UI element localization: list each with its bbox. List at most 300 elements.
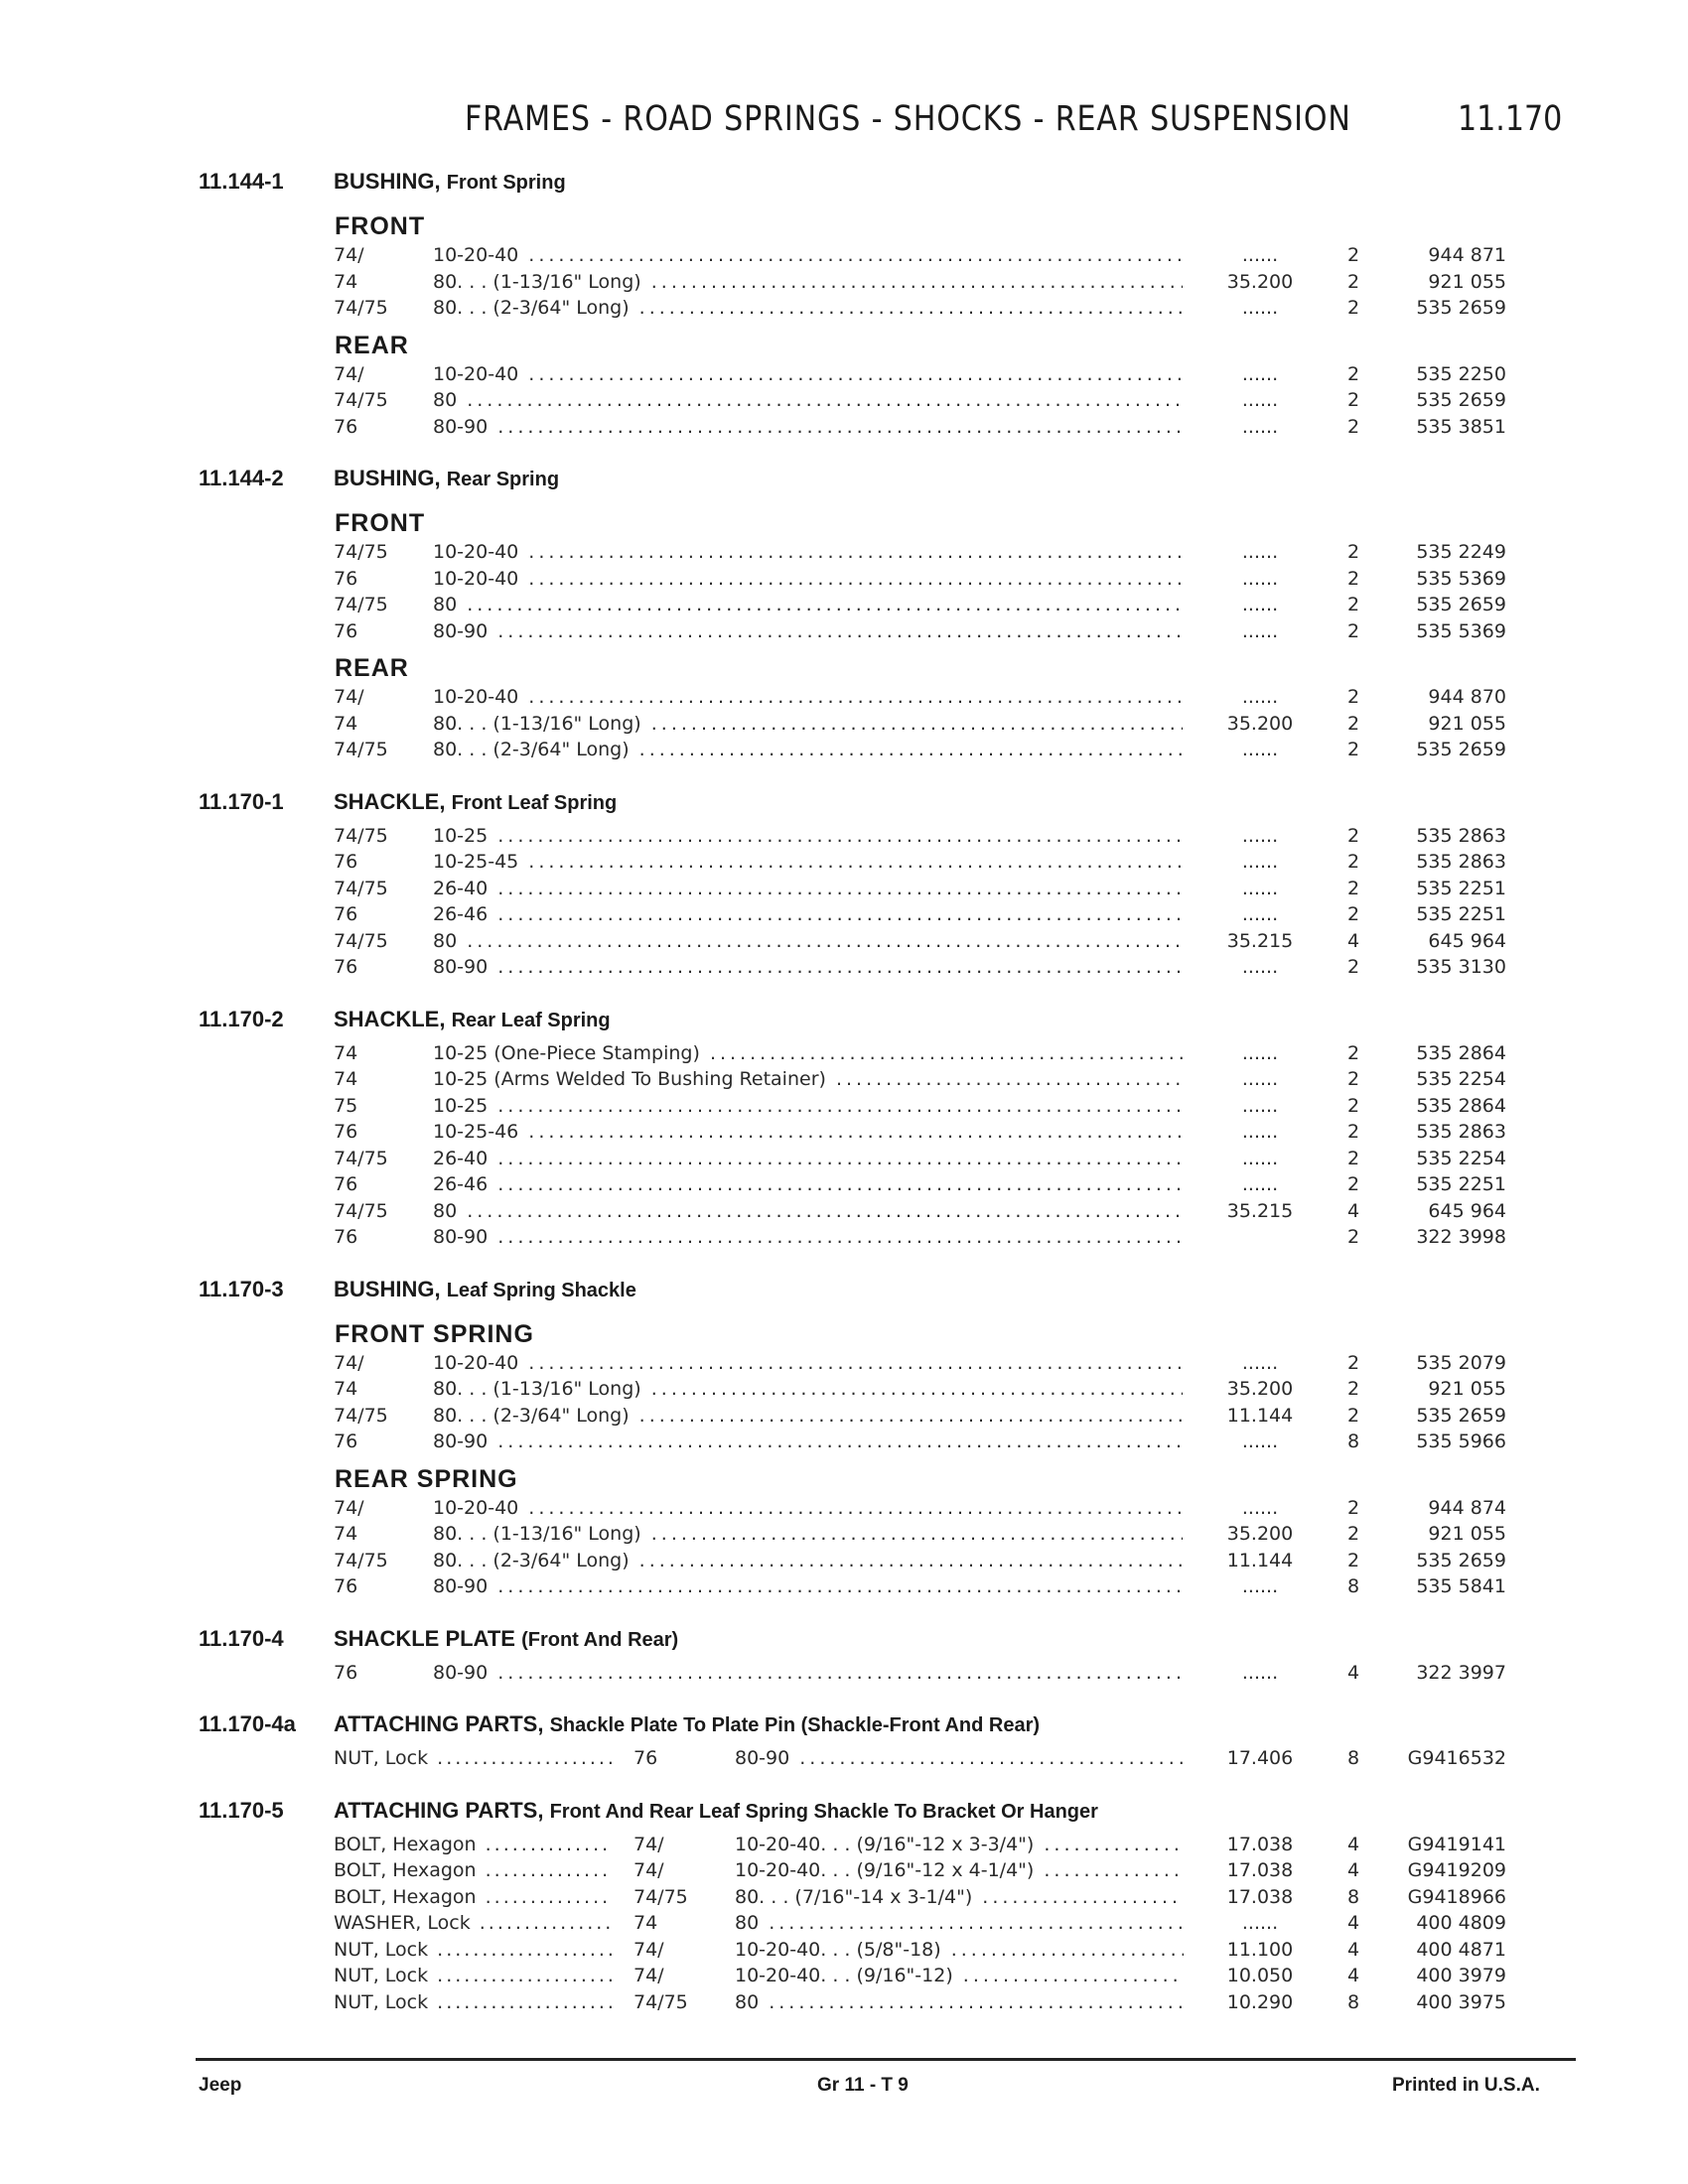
model-code: 74 <box>334 1041 358 1064</box>
part-row <box>0 823 1688 850</box>
reference-number: ...... <box>1241 362 1279 385</box>
page-number: 11.170 <box>1458 99 1563 139</box>
model-code: 74/ <box>334 686 364 708</box>
section-title-main: BUSHING, <box>334 169 441 194</box>
part-number: 944 874 <box>1428 1496 1506 1519</box>
part-row <box>0 1119 1688 1146</box>
section-title <box>334 1007 611 1032</box>
model-code: 74/75 <box>334 1549 388 1571</box>
section-number: 11.144-1 <box>199 169 284 194</box>
section-number: 11.170-3 <box>199 1276 284 1301</box>
quantity: 2 <box>1346 877 1360 899</box>
part-number: 400 4809 <box>1416 1912 1506 1934</box>
part-description: 80. . . (7/16"-14 x 3-1/4") ..... <box>735 1886 1184 1908</box>
model-code: 74/75 <box>334 739 388 760</box>
part-description: 80 ..... <box>735 1991 1184 2013</box>
footer-brand: Jeep <box>199 2075 242 2096</box>
part-description: 10-20-40 ..... <box>433 568 1183 590</box>
page-header <box>0 99 1688 149</box>
reference-number: 11.100 <box>1226 1938 1294 1961</box>
part-number: 535 5369 <box>1416 619 1506 642</box>
parts-section <box>0 460 1688 763</box>
part-number: 535 2079 <box>1416 1351 1506 1374</box>
part-row <box>0 1495 1688 1522</box>
part-description: 10-20-40 ..... <box>433 363 1183 385</box>
part-description: 10-25 ..... <box>433 1095 1183 1117</box>
parts-section <box>0 1001 1688 1251</box>
part-number: 921 055 <box>1428 270 1506 293</box>
reference-number: ...... <box>1241 594 1279 615</box>
model-code: 76 <box>334 956 358 978</box>
model-code: 74/75 <box>334 1147 388 1169</box>
model-code: 74/75 <box>334 929 388 952</box>
part-row <box>0 1198 1688 1225</box>
model-code: 74/ <box>633 1859 664 1881</box>
quantity: 2 <box>1346 594 1360 615</box>
part-row <box>0 737 1688 763</box>
quantity: 2 <box>1346 686 1360 708</box>
section-title-sub: Leaf Spring Shackle <box>446 1279 636 1301</box>
quantity: 2 <box>1346 1068 1360 1090</box>
quantity: 8 <box>1346 1575 1360 1597</box>
part-description: 80. . . (2-3/64" Long) ..... <box>433 1405 1183 1427</box>
part-row <box>0 954 1688 981</box>
quantity: 2 <box>1346 712 1360 735</box>
quantity: 2 <box>1346 1523 1360 1545</box>
model-code: 74/75 <box>334 824 388 847</box>
model-code: 74 <box>334 1378 358 1400</box>
reference-number: 11.144 <box>1226 1404 1294 1427</box>
model-code: 74 <box>334 712 358 735</box>
attaching-part-row <box>0 1937 1688 1964</box>
quantity: 8 <box>1346 1431 1360 1452</box>
section-number: 11.170-2 <box>199 1006 284 1031</box>
part-number: 535 2659 <box>1416 739 1506 760</box>
parts-group <box>0 208 1688 322</box>
section-title-main: ATTACHING PARTS, <box>334 1711 544 1736</box>
section-title <box>334 1711 1040 1737</box>
section-title-sub: (Front And Rear) <box>521 1628 679 1651</box>
section-header <box>0 1620 1688 1660</box>
parts-section <box>0 163 1688 440</box>
parts-section <box>0 1620 1688 1687</box>
part-row <box>0 901 1688 928</box>
part-number: 944 871 <box>1428 244 1506 266</box>
reference-number: ...... <box>1241 956 1279 978</box>
part-name: NUT, Lock ..... <box>334 1747 612 1769</box>
part-row <box>0 1548 1688 1574</box>
model-code: 76 <box>334 1173 358 1195</box>
part-row <box>0 1573 1688 1600</box>
attaching-section <box>0 1792 1688 2016</box>
part-row <box>0 566 1688 593</box>
group-heading <box>0 328 1688 361</box>
model-code: 76 <box>334 1575 358 1597</box>
part-description: 80-90 ..... <box>433 1575 1183 1597</box>
part-number: 535 2863 <box>1416 1121 1506 1143</box>
footer-divider <box>196 2058 1576 2061</box>
part-description: 80. . . (2-3/64" Long) ..... <box>433 297 1183 319</box>
part-name: BOLT, Hexagon ..... <box>334 1886 612 1908</box>
reference-number: ...... <box>1241 1431 1279 1452</box>
part-description: 80 ..... <box>433 594 1183 615</box>
section-number: 11.170-4a <box>199 1711 296 1736</box>
part-number: 921 055 <box>1428 1378 1506 1400</box>
part-row <box>0 1350 1688 1377</box>
model-code: 74 <box>334 1068 358 1090</box>
part-description: 10-25-46 ..... <box>433 1121 1183 1143</box>
group-heading-label: REAR <box>335 331 409 359</box>
section-title <box>334 789 617 815</box>
reference-number: 17.038 <box>1226 1885 1294 1908</box>
quantity: 4 <box>1346 1938 1360 1961</box>
section-title-sub: Rear Leaf Spring <box>451 1009 611 1031</box>
section-title <box>334 1626 678 1652</box>
parts-group <box>0 1660 1688 1687</box>
reference-number: 35.200 <box>1226 712 1294 735</box>
model-code: 76 <box>334 903 358 925</box>
model-code: 74 <box>334 1523 358 1545</box>
reference-number: 35.200 <box>1226 270 1294 293</box>
reference-number: ...... <box>1241 541 1279 563</box>
part-description: 80-90 ..... <box>433 416 1183 438</box>
part-name: WASHER, Lock ..... <box>334 1912 612 1934</box>
part-description: 80. . . (1-13/16" Long) ..... <box>433 1378 1183 1400</box>
section-number: 11.170-5 <box>199 1797 284 1823</box>
group-heading-label: FRONT SPRING <box>335 1319 534 1348</box>
model-code: 74 <box>334 270 358 293</box>
section-title-main: ATTACHING PARTS, <box>334 1797 544 1823</box>
model-code: 74/ <box>633 1833 664 1855</box>
reference-number: ...... <box>1241 903 1279 925</box>
model-code: 76 <box>334 1431 358 1452</box>
part-row <box>0 1521 1688 1548</box>
reference-number: ...... <box>1241 1496 1279 1519</box>
attaching-part-row <box>0 1963 1688 1989</box>
quantity: 2 <box>1346 1496 1360 1519</box>
model-code: 74 <box>633 1912 658 1934</box>
part-number: 400 3975 <box>1416 1990 1506 2013</box>
parts-group <box>0 650 1688 763</box>
part-description: 80-90 ..... <box>433 1226 1183 1248</box>
part-number: 535 2863 <box>1416 824 1506 847</box>
section-header <box>0 1792 1688 1832</box>
quantity: 2 <box>1346 244 1360 266</box>
model-code: 74/75 <box>633 1885 688 1908</box>
part-number: 535 2251 <box>1416 877 1506 899</box>
reference-number: 17.406 <box>1226 1747 1294 1769</box>
section-title-main: SHACKLE, <box>334 1006 446 1031</box>
quantity: 4 <box>1346 929 1360 952</box>
group-heading-label: FRONT <box>335 212 426 240</box>
part-number: 322 3997 <box>1416 1661 1506 1684</box>
group-heading <box>0 650 1688 684</box>
reference-number: ...... <box>1241 686 1279 708</box>
reference-number: ...... <box>1241 824 1279 847</box>
model-code: 76 <box>334 415 358 438</box>
group-heading <box>0 208 1688 242</box>
part-row <box>0 269 1688 296</box>
group-heading <box>0 505 1688 539</box>
part-number: 944 870 <box>1428 686 1506 708</box>
quantity: 2 <box>1346 1226 1360 1248</box>
part-description: 10-20-40 ..... <box>433 1352 1183 1374</box>
part-number: 535 2254 <box>1416 1147 1506 1169</box>
part-number: 921 055 <box>1428 712 1506 735</box>
quantity: 4 <box>1346 1661 1360 1684</box>
reference-number: 17.038 <box>1226 1859 1294 1881</box>
parts-group <box>0 328 1688 441</box>
page-title: FRAMES - ROAD SPRINGS - SHOCKS - REAR SUSPENSION <box>465 99 1351 139</box>
part-description: 10-25-45 ..... <box>433 851 1183 873</box>
model-code: 76 <box>334 567 358 590</box>
page-footer <box>0 2075 1688 2105</box>
part-number: 535 5841 <box>1416 1575 1506 1597</box>
reference-number: ...... <box>1241 1912 1279 1934</box>
attaching-part-row <box>0 1989 1688 2016</box>
part-row <box>0 876 1688 902</box>
part-row <box>0 1403 1688 1430</box>
part-row <box>0 1093 1688 1120</box>
section-title <box>334 1798 1098 1824</box>
reference-number: ...... <box>1241 1068 1279 1090</box>
part-number: 535 2659 <box>1416 1404 1506 1427</box>
quantity: 4 <box>1346 1965 1360 1986</box>
part-number: 535 2659 <box>1416 297 1506 319</box>
reference-number: 35.200 <box>1226 1378 1294 1400</box>
part-description: 80 ..... <box>735 1912 1184 1934</box>
part-row <box>0 1171 1688 1198</box>
attaching-part-row <box>0 1745 1688 1772</box>
parts-group <box>0 823 1688 981</box>
section-number: 11.144-2 <box>199 466 284 490</box>
part-description: 26-46 ..... <box>433 1173 1183 1195</box>
quantity: 2 <box>1346 1351 1360 1374</box>
part-description: 10-20-40. . . (9/16"-12 x 3-3/4") ..... <box>735 1834 1184 1855</box>
model-code: 74/75 <box>334 389 388 411</box>
section-title-sub: Rear Spring <box>446 469 560 490</box>
section-title-sub: Front And Rear Leaf Spring Shackle To Bracket Or Hanger <box>549 1800 1098 1823</box>
part-description: 80. . . (2-3/64" Long) ..... <box>433 739 1183 760</box>
reference-number: ...... <box>1241 1041 1279 1064</box>
part-description: 80 ..... <box>433 1200 1183 1222</box>
section-title-main: BUSHING, <box>334 466 441 490</box>
part-number: 535 2659 <box>1416 1549 1506 1571</box>
attaching-part-row <box>0 1832 1688 1858</box>
part-name: BOLT, Hexagon ..... <box>334 1859 612 1881</box>
parts-group <box>0 1461 1688 1600</box>
section-title <box>334 1277 636 1302</box>
part-description: 10-20-40. . . (5/8"-18) ..... <box>735 1939 1184 1961</box>
part-number: 645 964 <box>1428 1199 1506 1222</box>
quantity: 2 <box>1346 1549 1360 1571</box>
quantity: 2 <box>1346 903 1360 925</box>
part-number: 535 2863 <box>1416 851 1506 873</box>
part-row <box>0 361 1688 388</box>
part-number: 535 3851 <box>1416 415 1506 438</box>
model-code: 74/75 <box>334 297 388 319</box>
parts-group <box>0 505 1688 644</box>
part-number: 535 2251 <box>1416 903 1506 925</box>
quantity: 4 <box>1346 1859 1360 1881</box>
quantity: 2 <box>1346 956 1360 978</box>
section-header <box>0 783 1688 823</box>
attaching-part-row <box>0 1857 1688 1884</box>
model-code: 74/75 <box>633 1990 688 2013</box>
part-row <box>0 1066 1688 1093</box>
part-row <box>0 1376 1688 1403</box>
parts-section <box>0 1271 1688 1600</box>
part-number: 535 5369 <box>1416 567 1506 590</box>
reference-number: ...... <box>1241 877 1279 899</box>
part-row <box>0 684 1688 711</box>
part-description: 10-25 ..... <box>433 825 1183 847</box>
section-title <box>334 466 559 491</box>
attaching-part-row <box>0 1910 1688 1937</box>
reference-number: ...... <box>1241 1661 1279 1684</box>
group-heading <box>0 1316 1688 1350</box>
model-code: 74/75 <box>334 594 388 615</box>
part-number: 535 2251 <box>1416 1173 1506 1195</box>
part-row <box>0 928 1688 955</box>
attaching-part-row <box>0 1884 1688 1911</box>
quantity: 2 <box>1346 389 1360 411</box>
quantity: 4 <box>1346 1833 1360 1855</box>
part-number: 535 2864 <box>1416 1094 1506 1117</box>
part-number: 535 2249 <box>1416 541 1506 563</box>
part-name: BOLT, Hexagon ..... <box>334 1834 612 1855</box>
quantity: 2 <box>1346 1404 1360 1427</box>
model-code: 74/ <box>334 1496 364 1519</box>
reference-number: 35.215 <box>1226 929 1294 952</box>
section-header <box>0 163 1688 203</box>
part-number: 535 2864 <box>1416 1041 1506 1064</box>
reference-number: 10.050 <box>1226 1965 1294 1986</box>
part-number: G9418966 <box>1407 1885 1506 1908</box>
reference-number: ...... <box>1241 739 1279 760</box>
part-number: 535 2250 <box>1416 362 1506 385</box>
quantity: 2 <box>1346 415 1360 438</box>
section-header <box>0 1271 1688 1310</box>
part-description: 80. . . (1-13/16" Long) ..... <box>433 271 1183 293</box>
part-number: 535 2254 <box>1416 1068 1506 1090</box>
part-number: 322 3998 <box>1416 1226 1506 1248</box>
reference-number: 35.200 <box>1226 1523 1294 1545</box>
reference-number: ...... <box>1241 1351 1279 1374</box>
model-code: 76 <box>334 1121 358 1143</box>
part-row <box>0 242 1688 269</box>
part-description: 80. . . (1-13/16" Long) ..... <box>433 713 1183 735</box>
reference-number: ...... <box>1241 389 1279 411</box>
section-number: 11.170-1 <box>199 788 284 814</box>
reference-number: ...... <box>1241 567 1279 590</box>
part-description: 80-90 ..... <box>433 1662 1183 1684</box>
quantity: 2 <box>1346 824 1360 847</box>
part-description: 26-40 ..... <box>433 878 1183 899</box>
reference-number: 17.038 <box>1226 1833 1294 1855</box>
quantity: 2 <box>1346 1121 1360 1143</box>
reference-number: ...... <box>1241 619 1279 642</box>
part-description: 10-20-40. . . (9/16"-12) ..... <box>735 1965 1184 1986</box>
quantity: 2 <box>1346 270 1360 293</box>
part-description: 80-90 ..... <box>433 1431 1183 1452</box>
part-number: 400 4871 <box>1416 1938 1506 1961</box>
part-row <box>0 414 1688 441</box>
quantity: 4 <box>1346 1912 1360 1934</box>
part-description: 10-20-40 ..... <box>433 244 1183 266</box>
model-code: 74/ <box>334 244 364 266</box>
reference-number: ...... <box>1241 851 1279 873</box>
part-number: 921 055 <box>1428 1523 1506 1545</box>
reference-number: ...... <box>1241 1121 1279 1143</box>
reference-number: ...... <box>1241 1575 1279 1597</box>
reference-number: ...... <box>1241 244 1279 266</box>
section-header <box>0 1706 1688 1745</box>
part-row <box>0 618 1688 645</box>
model-code: 76 <box>334 1661 358 1684</box>
reference-number: 10.290 <box>1226 1990 1294 2013</box>
reference-number: 35.215 <box>1226 1199 1294 1222</box>
model-code: 74/ <box>633 1938 664 1961</box>
part-number: G9419141 <box>1407 1833 1506 1855</box>
reference-number: ...... <box>1241 297 1279 319</box>
part-description: 80-90 ..... <box>433 956 1183 978</box>
part-row <box>0 1660 1688 1687</box>
model-code: 74/75 <box>334 541 388 563</box>
model-code: 74/75 <box>334 1404 388 1427</box>
quantity: 2 <box>1346 851 1360 873</box>
quantity: 2 <box>1346 739 1360 760</box>
model-code: 75 <box>334 1094 358 1117</box>
section-title-main: BUSHING, <box>334 1276 441 1301</box>
part-description: 10-25 (Arms Welded To Bushing Retainer) ..... <box>433 1068 1183 1090</box>
model-code: 76 <box>334 1226 358 1248</box>
part-description: 10-25 (One-Piece Stamping) ..... <box>433 1042 1183 1064</box>
part-description: 26-40 ..... <box>433 1148 1183 1169</box>
part-description: 10-20-40 ..... <box>433 1497 1183 1519</box>
part-description: 80-90 ..... <box>433 620 1183 642</box>
parts-section <box>0 783 1688 981</box>
reference-number: ...... <box>1241 1147 1279 1169</box>
group-heading-label: REAR SPRING <box>335 1464 518 1493</box>
model-code: 74/ <box>334 362 364 385</box>
section-title <box>334 169 566 195</box>
part-number: 535 3130 <box>1416 956 1506 978</box>
section-header <box>0 460 1688 499</box>
parts-group <box>0 1040 1688 1251</box>
parts-list <box>0 163 1688 2035</box>
quantity: 2 <box>1346 297 1360 319</box>
section-title-main: SHACKLE PLATE <box>334 1625 515 1651</box>
group-heading <box>0 1461 1688 1495</box>
section-title-sub: Shackle Plate To Plate Pin (Shackle-Front And Rear) <box>549 1714 1041 1736</box>
part-row <box>0 1146 1688 1172</box>
part-row <box>0 539 1688 566</box>
quantity: 2 <box>1346 1041 1360 1064</box>
part-name: NUT, Lock ..... <box>334 1965 612 1986</box>
quantity: 2 <box>1346 1147 1360 1169</box>
part-name: NUT, Lock ..... <box>334 1991 612 2013</box>
section-title-sub: Front Spring <box>446 172 566 194</box>
part-row <box>0 295 1688 322</box>
section-number: 11.170-4 <box>199 1625 284 1651</box>
part-number: 535 5966 <box>1416 1431 1506 1452</box>
part-name: NUT, Lock ..... <box>334 1939 612 1961</box>
part-description: 10-20-40 ..... <box>433 686 1183 708</box>
model-code: 76 <box>334 851 358 873</box>
part-number: 645 964 <box>1428 929 1506 952</box>
part-number: 535 2659 <box>1416 389 1506 411</box>
